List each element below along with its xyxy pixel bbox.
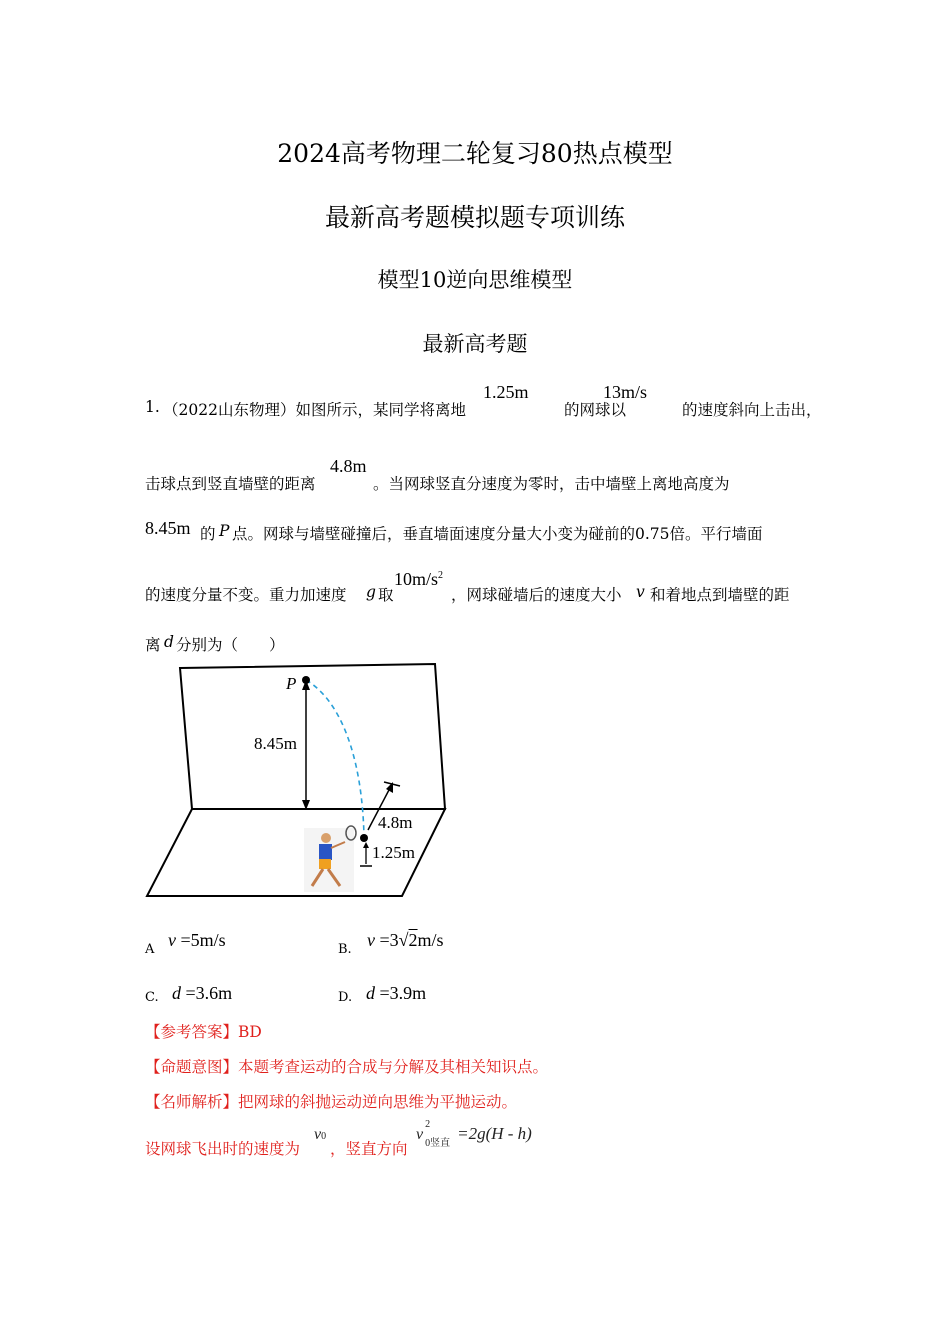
label-height: 8.45m [254, 734, 297, 753]
option-c: d =3.6m [172, 983, 233, 1003]
point-p: P [219, 522, 230, 540]
symbol-d: d [164, 633, 174, 651]
symbol-v: v [636, 583, 645, 601]
point-p-marker [302, 676, 310, 684]
question-source: （2022山东物理）如图所示，某同学将离地 [163, 401, 466, 419]
initial-height: 1.25m [483, 382, 529, 402]
question-text: 的速度分量不变。重力加速度 [145, 586, 347, 604]
ball-marker [360, 834, 368, 842]
question-text: ，网球碰墙后的速度大小 [451, 586, 622, 604]
title-line-3: 模型10逆向思维模型 [377, 268, 573, 292]
question-intent: 【命题意图】本题考查运动的合成与分解及其相关知识点。 [145, 1058, 549, 1076]
section-heading: 最新高考题 [422, 332, 528, 356]
teacher-analysis: 【名师解析】把网球的斜抛运动逆向思维为平抛运动。 [145, 1093, 518, 1111]
question-text: 的网球以 [564, 401, 627, 419]
gravity-value: $10m/s^2$ [394, 569, 444, 589]
option-d: d =3.9m [366, 983, 427, 1003]
option-a-letter: A [145, 942, 155, 957]
trajectory [306, 680, 364, 836]
option-d-letter: D. [338, 990, 353, 1005]
question-text: 点。网球与墙壁碰撞后，垂直墙面速度分量大小变为碰前的0.75倍。平行墙面 [232, 525, 763, 543]
question-number: 1. [145, 398, 160, 416]
title-line-1: 2024高考物理二轮复习80热点模型 [277, 139, 673, 168]
question-text: 分别为（ ） [176, 636, 285, 654]
label-distance: 4.8m [378, 813, 413, 832]
symbol-g: g [366, 583, 376, 601]
label-hit-height: 1.25m [372, 843, 415, 862]
question-text: 。当网球竖直分速度为零时，击中墙壁上离地高度为 [373, 475, 730, 493]
label-p: P [286, 674, 297, 693]
equation: v 2 0竖直 =2g(H - h) [416, 1119, 532, 1150]
option-a: v =5m/s [168, 930, 226, 950]
wall-outline [180, 664, 445, 809]
analysis-line-cont: ，竖直方向 [330, 1140, 408, 1158]
question-text: 击球点到竖直墙壁的距离 [145, 475, 316, 493]
question-text: 和着地点到墙壁的距 [650, 586, 790, 604]
question-text: 的速度斜向上击出， [682, 401, 822, 419]
distance-to-wall: 4.8m [330, 456, 367, 476]
wall-height: 8.45m [145, 518, 191, 538]
reference-answer: 【参考答案】BD [145, 1023, 262, 1041]
question-text: 的 [200, 525, 216, 543]
option-b: v =3√2m/s [367, 930, 444, 950]
problem-figure [140, 660, 460, 905]
question-text: 取 [378, 586, 394, 604]
v0-symbol: v0 [314, 1126, 327, 1143]
option-b-letter: B. [338, 942, 352, 957]
player-icon [304, 826, 356, 892]
option-c-letter: C. [145, 990, 159, 1005]
analysis-line: 设网球飞出时的速度为 [145, 1140, 301, 1158]
title-line-2: 最新高考题模拟题专项训练 [324, 203, 625, 232]
initial-speed: 13m/s [603, 382, 648, 402]
question-text: 离 [145, 636, 161, 654]
